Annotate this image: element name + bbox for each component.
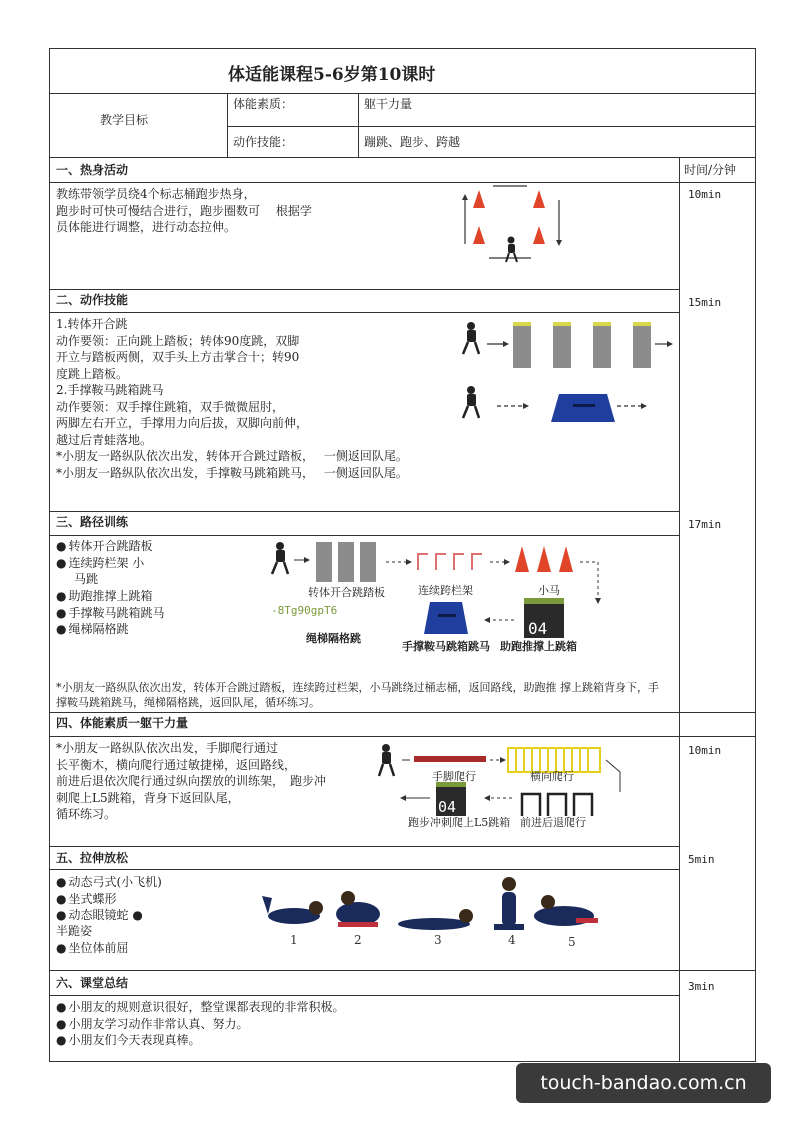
note-line: *小朋友一路纵队依次出发，转体开合跳过踏板，连续跨过栏架，小马跳绕过桶志桶，返回路线，助跑推 撑上跳箱背身下，手 xyxy=(56,681,659,694)
section2-text xyxy=(56,316,416,481)
section4-line: 循环练习。 xyxy=(56,807,117,821)
list-item: ● 助跑推撑上跳箱 xyxy=(56,588,196,605)
step-board xyxy=(593,322,611,368)
time-header: 时间/分钟 xyxy=(684,163,737,177)
vaulting-box xyxy=(551,394,615,422)
diagram-label: 转体开合跳踏板 xyxy=(308,586,385,599)
arrow xyxy=(580,562,598,600)
section5-list xyxy=(56,874,226,924)
list-item: ● 坐位体前屈 xyxy=(56,940,129,957)
diagram-label: 连续跨栏架 xyxy=(418,584,473,597)
cone xyxy=(515,546,529,572)
list-item: ● 小朋友学习动作非常认真、努力。 xyxy=(56,1016,656,1033)
goal-label: 教学目标 xyxy=(100,113,149,127)
hurdle xyxy=(454,554,464,570)
child-runner-icon xyxy=(272,542,288,574)
list-item: ● 连续跨栏架 小 xyxy=(56,555,166,572)
arrow xyxy=(606,760,620,792)
step-board xyxy=(316,542,332,582)
list-item-text: 动态眼镜蛇 xyxy=(68,908,129,922)
pose-1 xyxy=(262,896,323,924)
pose-number: 5 xyxy=(568,935,576,949)
arrowhead xyxy=(500,757,506,763)
pose-2 xyxy=(336,891,380,927)
step-board xyxy=(513,322,531,368)
section5-time: 5min xyxy=(688,853,715,866)
jump-box-top xyxy=(524,598,564,604)
pose-number: 2 xyxy=(354,933,362,947)
diagram-label: 手撑鞍马跳箱跳马 xyxy=(402,640,490,653)
section1-line: 跑步时可快可慢结合进行，跑步圈数可 根据学 xyxy=(56,203,312,218)
section2-heading: 二、动作技能 xyxy=(56,293,129,307)
section4-heading: 四、体能素质一躯干力量 xyxy=(56,716,189,730)
list-item-continuation: 半跪姿 xyxy=(56,924,93,938)
list-item: ● 动态弓式(小飞机) xyxy=(56,874,226,891)
stretch-poses-illustration xyxy=(258,874,608,954)
pose-3 xyxy=(398,909,473,930)
section6-time: 3min xyxy=(688,980,715,993)
section6-heading: 六、课堂总结 xyxy=(56,976,129,990)
frame xyxy=(522,794,540,816)
jump-box-number: 04 xyxy=(438,798,457,816)
section2-line: 开立与踏板两侧，双手头上方击掌合十；转90 xyxy=(56,350,300,364)
diagram-code: -8Tg90gpT6 xyxy=(271,604,338,617)
section4-text xyxy=(56,740,346,823)
cone xyxy=(559,546,573,572)
arrowhead xyxy=(484,617,490,623)
arrowhead xyxy=(556,240,562,246)
board-top xyxy=(633,322,651,326)
arrowhead xyxy=(523,403,529,409)
section2-line: *小朋友一路纵队依次出发，手撑鞍马跳箱跳马， 一侧返回队尾。 xyxy=(56,465,408,480)
pose-5 xyxy=(534,895,598,926)
step-board xyxy=(633,322,651,368)
section1-line: 教练带领学员绕4个标志桶跑步热身， xyxy=(56,187,256,201)
section2-line: 度跳上踏板。 xyxy=(56,366,129,381)
jump-box-number: 04 xyxy=(528,619,548,638)
diagram-label: 小马 xyxy=(538,584,560,597)
hurdle xyxy=(436,554,446,570)
skills-diagram xyxy=(455,318,677,434)
cone xyxy=(537,546,551,572)
section3-list xyxy=(56,588,196,638)
list-item: ● 绳梯隔格跳 xyxy=(56,621,196,638)
section4-line: 刺爬上L5跳箱，背身下返回队尾， xyxy=(56,790,240,805)
list-item-continuation: 马跳 xyxy=(74,572,99,586)
board-top xyxy=(513,322,531,326)
section2-line: 动作要领：正向跳上踏板；转体90度跳，双脚 xyxy=(56,333,300,348)
arrowhead xyxy=(503,341,509,347)
frame xyxy=(574,794,592,816)
section5-heading: 五、拉伸放松 xyxy=(56,851,129,865)
note-line: 撑鞍马跳箱跳马，绳梯隔格跳，返回队尾，循环练习。 xyxy=(56,696,320,709)
cone xyxy=(533,226,545,244)
step-board xyxy=(360,542,376,582)
hurdle-group xyxy=(418,554,482,570)
section1-heading: 一、热身活动 xyxy=(56,163,129,177)
section2-line: 动作要领：双手撑住跳箱，双手微微屈肘， xyxy=(56,399,285,414)
diagram-label: 前进后退爬行 xyxy=(520,816,586,829)
section2-line: *小朋友一路纵队依次出发，转体开合跳过踏板， 一侧返回队尾。 xyxy=(56,449,408,463)
section3-heading: 三、路径训练 xyxy=(56,515,129,529)
pose-number: 1 xyxy=(290,933,298,947)
section2-line: 1.转体开合跳 xyxy=(56,317,128,331)
section3-list xyxy=(56,538,166,571)
hurdle xyxy=(472,554,482,570)
goal-value-skill: 蹦跳、跑步、跨越 xyxy=(364,135,461,149)
arrowhead xyxy=(667,341,673,347)
diagram-label: 助跑推撑上跳箱 xyxy=(500,640,577,653)
arrowhead xyxy=(400,795,406,801)
training-frames xyxy=(522,794,592,816)
arrowhead xyxy=(595,598,601,604)
child-runner-icon xyxy=(463,322,479,354)
section2-line: 2.手撑鞍马跳箱跳马 xyxy=(56,383,164,397)
section6-list xyxy=(56,999,656,1049)
step-board-group xyxy=(513,322,651,368)
section4-line: 长平衡木，横向爬行通过敏捷梯，返回路线， xyxy=(56,757,297,772)
board-top xyxy=(593,322,611,326)
list-item xyxy=(56,907,226,924)
cone-group xyxy=(515,546,573,572)
section2-time: 15min xyxy=(688,296,722,309)
cone-group xyxy=(473,190,545,244)
pose-number: 3 xyxy=(434,933,442,947)
diagram-label: 手脚爬行 xyxy=(432,770,476,783)
diagram-label: 绳梯隔格跳 xyxy=(306,632,361,645)
section2-line: 越过后青蛙落地。 xyxy=(56,432,153,447)
goal-key-skill: 动作技能： xyxy=(233,135,294,149)
frame xyxy=(548,794,566,816)
section3-time: 17min xyxy=(688,518,722,531)
diagram-label: 跑步冲刺爬上L5跳箱 xyxy=(408,816,511,829)
step-board xyxy=(553,322,571,368)
balance-beam xyxy=(414,756,486,762)
step-board xyxy=(338,542,354,582)
section1-time: 10min xyxy=(688,188,722,201)
arrowhead xyxy=(641,403,647,409)
arrowhead xyxy=(504,559,510,565)
cone xyxy=(533,190,545,208)
site-watermark: touch-bandao.com.cn xyxy=(516,1063,771,1103)
page-title: 体适能课程5-6岁第10课时 xyxy=(228,65,436,85)
vaulting-box-handle xyxy=(573,404,595,407)
diagram-label: 横向爬行 xyxy=(530,770,574,783)
bullet: ● xyxy=(132,908,143,922)
goal-value-physical: 躯干力量 xyxy=(364,97,413,111)
pose-numbers xyxy=(290,933,576,949)
cone xyxy=(473,226,485,244)
list-item: ● 坐式蝶形 xyxy=(56,891,226,908)
list-item: ● 小朋友的规则意识很好，整堂课都表现的非常积极。 xyxy=(56,999,656,1016)
section5-list xyxy=(56,940,129,957)
list-item: ● 转体开合跳踏板 xyxy=(56,538,166,555)
section4-line: 前进后退依次爬行通过纵向摆放的训练架， 跑步冲 xyxy=(56,774,327,788)
hurdle xyxy=(418,554,428,570)
goal-key-physical: 体能素质： xyxy=(233,97,294,111)
vaulting-box-handle xyxy=(438,614,456,617)
vaulting-box xyxy=(424,602,468,634)
section4-line: *小朋友一路纵队依次出发，手脚爬行通过 xyxy=(56,741,279,755)
section1-line: 员体能进行调整，进行动态拉伸。 xyxy=(56,220,237,234)
child-runner-icon xyxy=(463,386,479,418)
section1-text xyxy=(56,186,356,236)
arrowhead xyxy=(406,559,412,565)
warmup-diagram xyxy=(455,184,585,270)
arrowhead xyxy=(484,795,490,801)
list-item: ● 手撑鞍马跳箱跳马 xyxy=(56,605,196,622)
child-runner-icon xyxy=(379,744,394,776)
arrowhead xyxy=(462,194,468,200)
list-item: ● 小朋友们今天表现真棒。 xyxy=(56,1032,656,1049)
cone xyxy=(473,190,485,208)
board-top xyxy=(553,322,571,326)
section2-line: 两脚左右开立，手撑用力向后拔，双脚向前伸， xyxy=(56,416,309,430)
section3-note xyxy=(56,680,678,710)
pose-number: 4 xyxy=(508,933,516,947)
section4-time: 10min xyxy=(688,744,722,757)
pose-4 xyxy=(494,877,524,930)
